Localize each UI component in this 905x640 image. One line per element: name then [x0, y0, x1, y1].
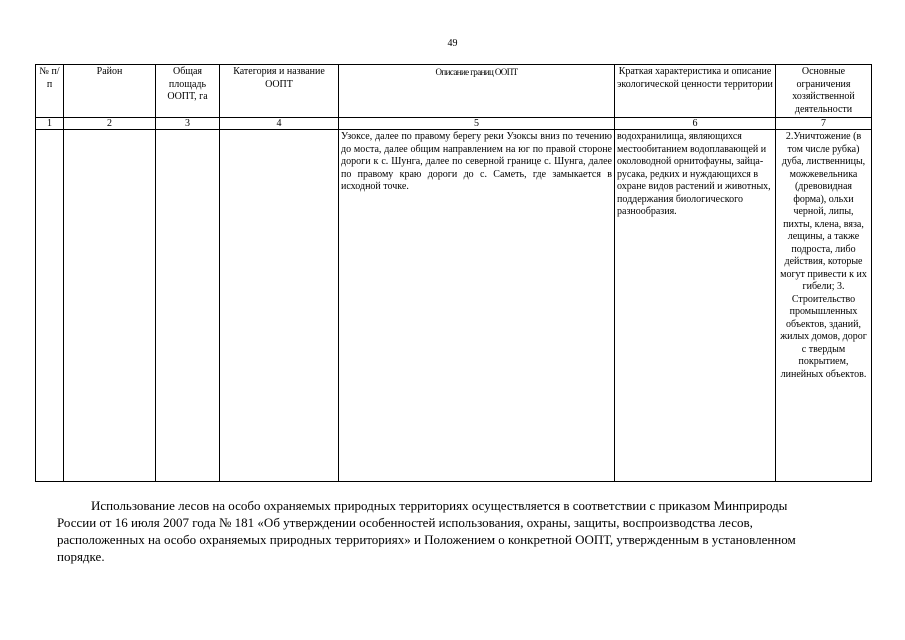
- column-number: 1: [36, 118, 64, 130]
- cell-area: [156, 130, 220, 482]
- header-characteristics: Краткая характеристика и описание экологической ценности территории: [615, 65, 776, 118]
- column-number: 4: [220, 118, 339, 130]
- cell-num: [36, 130, 64, 482]
- table-header-row: [36, 65, 872, 118]
- footer-text: Использование лесов на особо охраняемых природных территориях осуществляется в соответствии с приказом Минприроды России от 16 июля 2007 года № 181 «Об утверждении особенностей использования, охраны, защиты, воспроизводства лесов, расположенных на особо охраняемых природных территориях» и Положением о конкретной ООПТ, утвержденным в установленном порядке.: [57, 498, 796, 564]
- column-number: 7: [776, 118, 872, 130]
- column-number-row: [36, 118, 872, 130]
- header-restrictions: Основные ограничения хозяйственной деятельности: [776, 65, 872, 118]
- column-number: 5: [339, 118, 615, 130]
- column-number: 6: [615, 118, 776, 130]
- cell-district: [64, 130, 156, 482]
- header-district: Район: [64, 65, 156, 118]
- footer-paragraph: [57, 497, 817, 565]
- column-number: 3: [156, 118, 220, 130]
- column-number: 2: [64, 118, 156, 130]
- cell-boundaries: Узоксе, далее по правому берегу реки Узоксы вниз по течению до моста, далее общим направлением на юг по правой стороне дороги к с. Шунга, далее по северной границе с. Шунга, далее по правому краю дороги до с. Саметь, где замыкается в исходной точке.: [339, 130, 615, 482]
- header-num: № п/п: [36, 65, 64, 118]
- header-boundaries: Описание границ ООПТ: [339, 65, 615, 118]
- cell-restrictions: 2.Уничтожение (в том числе рубка) дуба, лиственницы, можжевельника (древовидная форма), ольхи черной, липы, пихты, клена, вяза, лещины, а также подроста, либо действия, которые могут привести к их гибели; 3. Строительство промышленных объектов, зданий, жилых домов, дорог с твердым покрытием, линейных объектов.: [776, 130, 872, 482]
- page-number: 49: [447, 38, 458, 49]
- cell-characteristics: водохранилища, являющихся местообитанием водоплавающей и околоводной орнитофауны, зайца-русака, редких и нуждающихся в охране видов растений и животных, поддержания биологического разнообразия.: [615, 130, 776, 482]
- header-area: Общая площадь ООПТ, га: [156, 65, 220, 118]
- header-category: Категория и название ООПТ: [220, 65, 339, 118]
- cell-category: [220, 130, 339, 482]
- table-row: [36, 130, 872, 482]
- oopt-table: [35, 64, 872, 482]
